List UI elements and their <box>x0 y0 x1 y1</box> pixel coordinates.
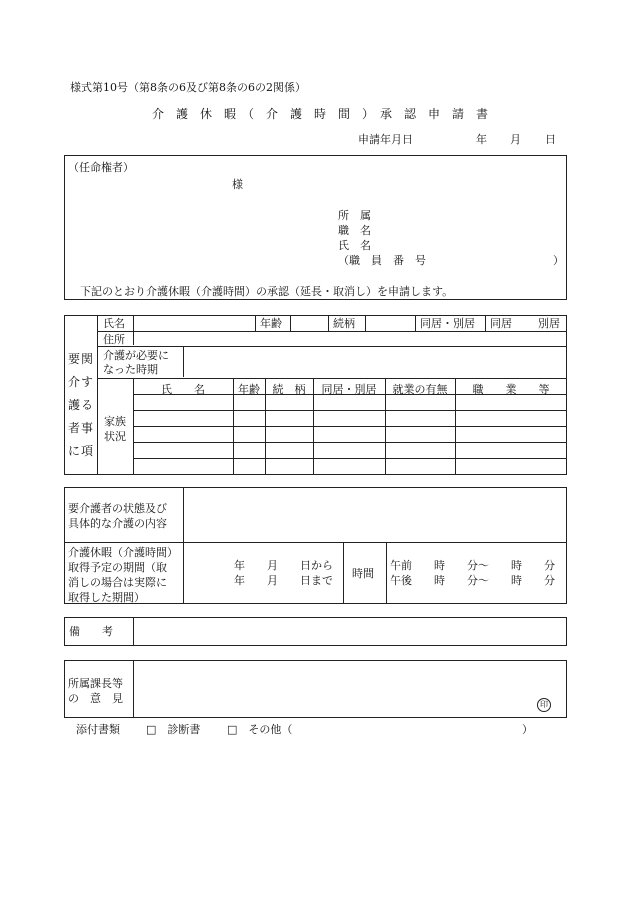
form-number: 様式第10号（第8条の6及び第8条の6の2関係） <box>70 81 306 94</box>
time-am[interactable]: 午前 時 分～ 時 分 <box>390 559 555 572</box>
family-header-relation: 続 柄 <box>272 383 306 396</box>
affiliation-label[interactable]: 所 属 <box>338 209 371 222</box>
side-label-b: 関 す る 事 項 <box>81 352 94 458</box>
recipient-address-label: 住所 <box>103 333 125 346</box>
period-from[interactable]: 年 月 日から <box>234 559 333 572</box>
attachment-other-close: ） <box>522 723 533 736</box>
appointer-label: （任命権者） <box>68 161 134 174</box>
attachments-label: 添付書類 <box>76 723 120 736</box>
date-year: 年 <box>476 133 487 146</box>
chief-opinion-box <box>64 660 567 718</box>
chief-opinion-label: 所属課長等 の 意 見 <box>68 677 123 705</box>
employee-no-close: ） <box>553 254 564 267</box>
side-label-a: 要 介 護 者 に <box>68 352 81 458</box>
recipient-age-label: 年齢 <box>260 317 282 330</box>
name-label[interactable]: 氏 名 <box>338 239 371 252</box>
remarks-box <box>64 617 567 646</box>
attachment-other[interactable]: □ その他（ <box>227 723 293 736</box>
family-header-cohabit: 同居・別居 <box>321 383 377 396</box>
application-statement: 下記のとおり介護休暇（介護時間）の承認（延長・取消し）を申請します。 <box>80 285 454 298</box>
date-label: 申請年月日 <box>358 133 413 146</box>
remarks-label: 備 考 <box>69 625 113 638</box>
employee-no-label[interactable]: （職 員 番 号 <box>338 254 426 267</box>
position-label[interactable]: 職 名 <box>338 224 371 237</box>
seal-mark: 印 <box>537 698 551 712</box>
date-month: 月 <box>510 133 521 146</box>
applicant-box <box>64 155 567 300</box>
cohabit-option-together[interactable]: 同居 <box>490 317 512 330</box>
date-day: 日 <box>545 133 556 146</box>
period-label: 介護休暇（介護時間） 取得予定の期間（取 消しの場合は実際に 取得した期間） <box>68 546 178 604</box>
sama-label: 様 <box>232 178 243 191</box>
time-pm[interactable]: 午後 時 分～ 時 分 <box>390 574 555 587</box>
family-header-name: 氏 名 <box>161 383 205 396</box>
family-header-occupation: 職 業 等 <box>472 383 550 396</box>
recipient-relation-label: 続柄 <box>333 317 355 330</box>
family-header-employment: 就業の有無 <box>392 383 448 396</box>
cohabit-option-separate[interactable]: 別居 <box>538 317 560 330</box>
recipient-cohabit-label: 同居・別居 <box>420 317 475 330</box>
attachment-medical-certificate[interactable]: □ 診断書 <box>146 723 201 736</box>
family-header-age: 年齢 <box>238 383 260 396</box>
family-status-label: 家族 状況 <box>104 415 126 443</box>
form-title: 介 護 休 暇 （ 介 護 時 間 ） 承 認 申 請 書 <box>152 107 489 121</box>
condition-label: 要介護者の状態及び 具体的な介護の内容 <box>68 502 167 530</box>
need-care-time-label: 介護が必要に なった時期 <box>103 349 169 376</box>
time-label: 時間 <box>352 567 374 580</box>
period-to[interactable]: 年 月 日まで <box>234 574 333 587</box>
recipient-name-label: 氏名 <box>103 317 125 330</box>
